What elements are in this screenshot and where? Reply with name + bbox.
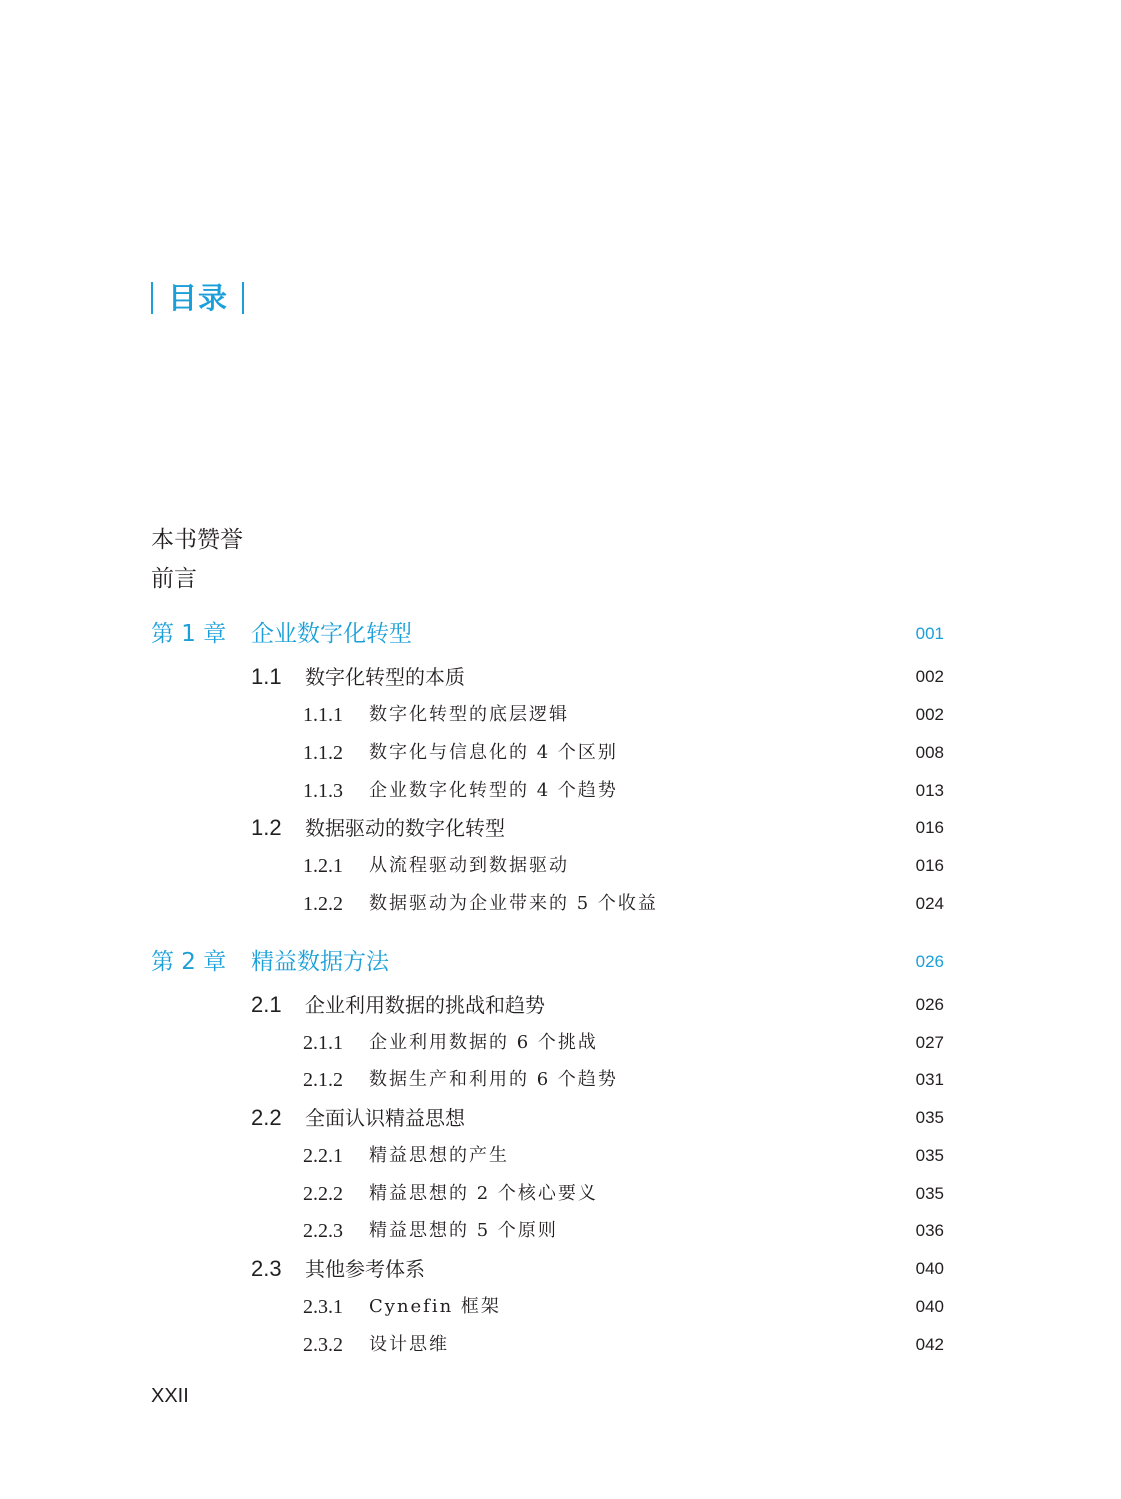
toc-section-title: 数据驱动的数字化转型 [305,816,505,840]
toc-sub-num: 2.2.2 [303,1183,343,1205]
toc-sub-page: 016 [915,856,944,875]
toc-sub-title: 设计思维 [369,1334,449,1355]
toc-sub-num: 1.1.3 [303,780,343,802]
toc-sub-title: 精益思想的产生 [369,1145,509,1166]
heading-right-bar [242,282,244,314]
toc-sub-row[interactable] [0,1330,1121,1360]
toc-chapter-page: 026 [915,952,944,971]
toc-section-title: 其他参考体系 [305,1257,425,1281]
toc-sub-page: 042 [915,1335,944,1354]
toc-sub-row[interactable] [0,1065,1121,1095]
toc-chapter-num: 第 2 章 [151,949,227,975]
toc-chapter-title: 企业数字化转型 [251,621,412,647]
toc-sub-row[interactable] [0,1141,1121,1171]
toc-sub-row[interactable] [0,1028,1121,1058]
toc-section-page: 035 [915,1108,944,1127]
toc-sub-row[interactable] [0,1216,1121,1246]
toc-sub-page: 035 [915,1184,944,1203]
toc-sub-row[interactable] [0,738,1121,768]
toc-sub-title: 数据生产和利用的 6 个趋势 [369,1069,618,1090]
toc-sub-num: 2.1.2 [303,1069,343,1091]
toc-section-page: 016 [915,818,944,837]
toc-sub-title: Cynefin 框架 [369,1296,501,1317]
toc-sub-row[interactable] [0,1292,1121,1322]
toc-sub-num: 2.2.3 [303,1220,343,1242]
toc-sub-title: 企业利用数据的 6 个挑战 [369,1032,598,1053]
toc-chapter-row[interactable] [0,619,1121,649]
toc-sub-row[interactable] [0,1179,1121,1209]
toc-chapter-row[interactable] [0,947,1121,977]
toc-section-title: 企业利用数据的挑战和趋势 [305,993,545,1017]
front-matter-preface[interactable]: 前言 [151,566,197,592]
toc-sub-page: 013 [915,781,944,800]
toc-sub-title: 企业数字化转型的 4 个趋势 [369,780,618,801]
toc-sub-num: 2.3.2 [303,1334,343,1356]
toc-section-num: 1.1 [251,664,282,689]
toc-chapter-num: 第 1 章 [151,621,227,647]
toc-sub-num: 2.1.1 [303,1032,343,1054]
heading-left-bar [151,282,153,314]
toc-chapter-title: 精益数据方法 [251,949,389,975]
toc-sub-num: 1.1.1 [303,704,343,726]
toc-sub-num: 2.2.1 [303,1145,343,1167]
toc-sub-num: 2.3.1 [303,1296,343,1318]
toc-sub-num: 1.1.2 [303,742,343,764]
toc-sub-page: 040 [915,1297,944,1316]
toc-sub-title: 数字化转型的底层逻辑 [369,704,569,725]
toc-section-row[interactable] [0,813,1121,843]
toc-sub-page: 027 [915,1033,944,1052]
toc-section-title: 全面认识精益思想 [305,1106,465,1130]
toc-section-num: 2.3 [251,1256,282,1281]
toc-section-row[interactable] [0,990,1121,1020]
toc-section-row[interactable] [0,1254,1121,1284]
toc-sub-page: 008 [915,743,944,762]
toc-section-row[interactable] [0,1103,1121,1133]
front-matter-praise[interactable]: 本书赞誉 [151,527,243,553]
toc-sub-page: 031 [915,1070,944,1089]
toc-section-num: 2.2 [251,1105,282,1130]
toc-chapter-page: 001 [915,624,944,643]
toc-sub-title: 数字化与信息化的 4 个区别 [369,742,618,763]
toc-section-num: 1.2 [251,815,282,840]
toc-sub-title: 从流程驱动到数据驱动 [369,855,569,876]
toc-sub-page: 024 [915,894,944,913]
toc-section-page: 040 [915,1259,944,1278]
toc-sub-title: 精益思想的 2 个核心要义 [369,1183,598,1204]
toc-sub-page: 035 [915,1146,944,1165]
toc-sub-row[interactable] [0,851,1121,881]
toc-sub-num: 1.2.2 [303,893,343,915]
toc-section-page: 026 [915,995,944,1014]
toc-sub-title: 精益思想的 5 个原则 [369,1220,558,1241]
page-number: XXII [151,1385,189,1407]
toc-sub-title: 数据驱动为企业带来的 5 个收益 [369,893,658,914]
toc-sub-num: 1.2.1 [303,855,343,877]
toc-sub-row[interactable] [0,776,1121,806]
toc-sub-row[interactable] [0,700,1121,730]
toc-heading [151,282,244,314]
toc-section-row[interactable] [0,662,1121,692]
toc-title: 目录 [168,281,229,315]
toc-sub-row[interactable] [0,889,1121,919]
toc-sub-page: 002 [915,705,944,724]
toc-section-num: 2.1 [251,992,282,1017]
toc-section-title: 数字化转型的本质 [305,665,465,689]
toc-sub-page: 036 [915,1221,944,1240]
toc-section-page: 002 [915,667,944,686]
